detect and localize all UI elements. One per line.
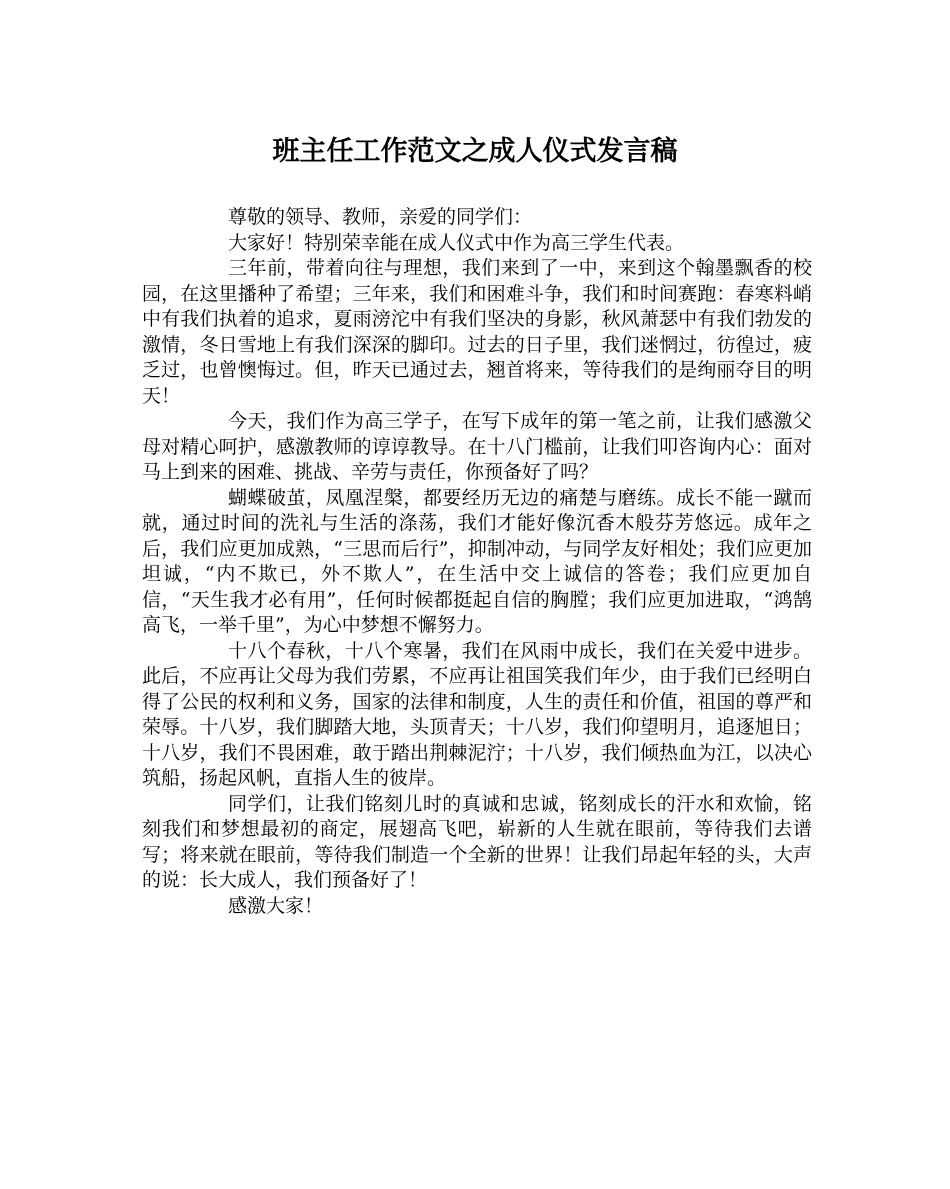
closing-paragraph: 感激大家！ xyxy=(228,894,324,917)
body-paragraph: 同学们，让我们铭刻儿时的真诚和忠诚，铭刻成长的汗水和欢愉，铭刻我们和梦想最初的商定，展翅高飞吧，崭新的人生就在眼前，等待我们去谱写；将来就在眼前，等待我们制造一个全新的世界！让我们昂起年轻的头，大声的说：长大成人，我们预备好了！ xyxy=(142,792,812,891)
body-paragraph: 三年前，带着向往与理想，我们来到了一中，来到这个翰墨飘香的校园，在这里播种了希望；三年来，我们和困难斗争，我们和时间赛跑：春寒料峭中有我们执着的追求，夏雨滂沱中有我们坚决的身影，秋风萧瑟中有我们勃发的激情，冬日雪地上有我们深深的脚印。过去的日子里，我们迷惘过，彷徨过，疲乏过，也曾懊悔过。但，昨天已通过去，翘首将来，等待我们的是绚丽夺目的明天！ xyxy=(142,257,812,407)
greeting-paragraph: 大家好！特别荣幸能在成人仪式中作为高三学生代表。 xyxy=(228,231,685,254)
salutation-paragraph: 尊敬的领导、教师，亲爱的同学们： xyxy=(228,206,533,228)
body-paragraph: 十八个春秋，十八个寒暑，我们在风雨中成长，我们在关爱中进步。此后，不应再让父母为我们劳累，不应再让祖国笑我们年少，由于我们已经明白得了公民的权利和义务，国家的法律和制度，人生的责任和价值，祖国的尊严和荣辱。十八岁，我们脚踏大地，头顶青天；十八岁，我们仰望明月，追逐旭日；十八岁，我们不畏困难，敢于踏出荆棘泥泞；十八岁，我们倾热血为江，以决心筑船，扬起风帆，直指人生的彼岸。 xyxy=(142,639,812,789)
body-paragraph: 今天，我们作为高三学子，在写下成年的第一笔之前，让我们感激父母对精心呵护，感激教师的谆谆教导。在十八门槛前，让我们叩咨询内心：面对马上到来的困难、挑战、辛劳与责任，你预备好了吗？ xyxy=(142,410,812,483)
document-body xyxy=(142,205,812,919)
document-title: 班主任工作范文之成人仪式发言稿 xyxy=(272,136,678,167)
body-paragraph: 蝴蝶破茧，凤凰涅槃，都要经历无边的痛楚与磨练。成长不能一蹴而就，通过时间的洗礼与生活的涤荡，我们才能好像沉香木般芬芳悠远。成年之后，我们应更加成熟，“三思而后行”，抑制冲动，与同学友好相处；我们应更加坦诚，“内不欺已，外不欺人”，在生活中交上诚信的答卷；我们应更加自信，“天生我才必有用”，任何时候都挺起自信的胸膛；我们应更加进取，“鸿鹄高飞，一举千里”，为心中梦想不懈努力。 xyxy=(142,486,812,636)
